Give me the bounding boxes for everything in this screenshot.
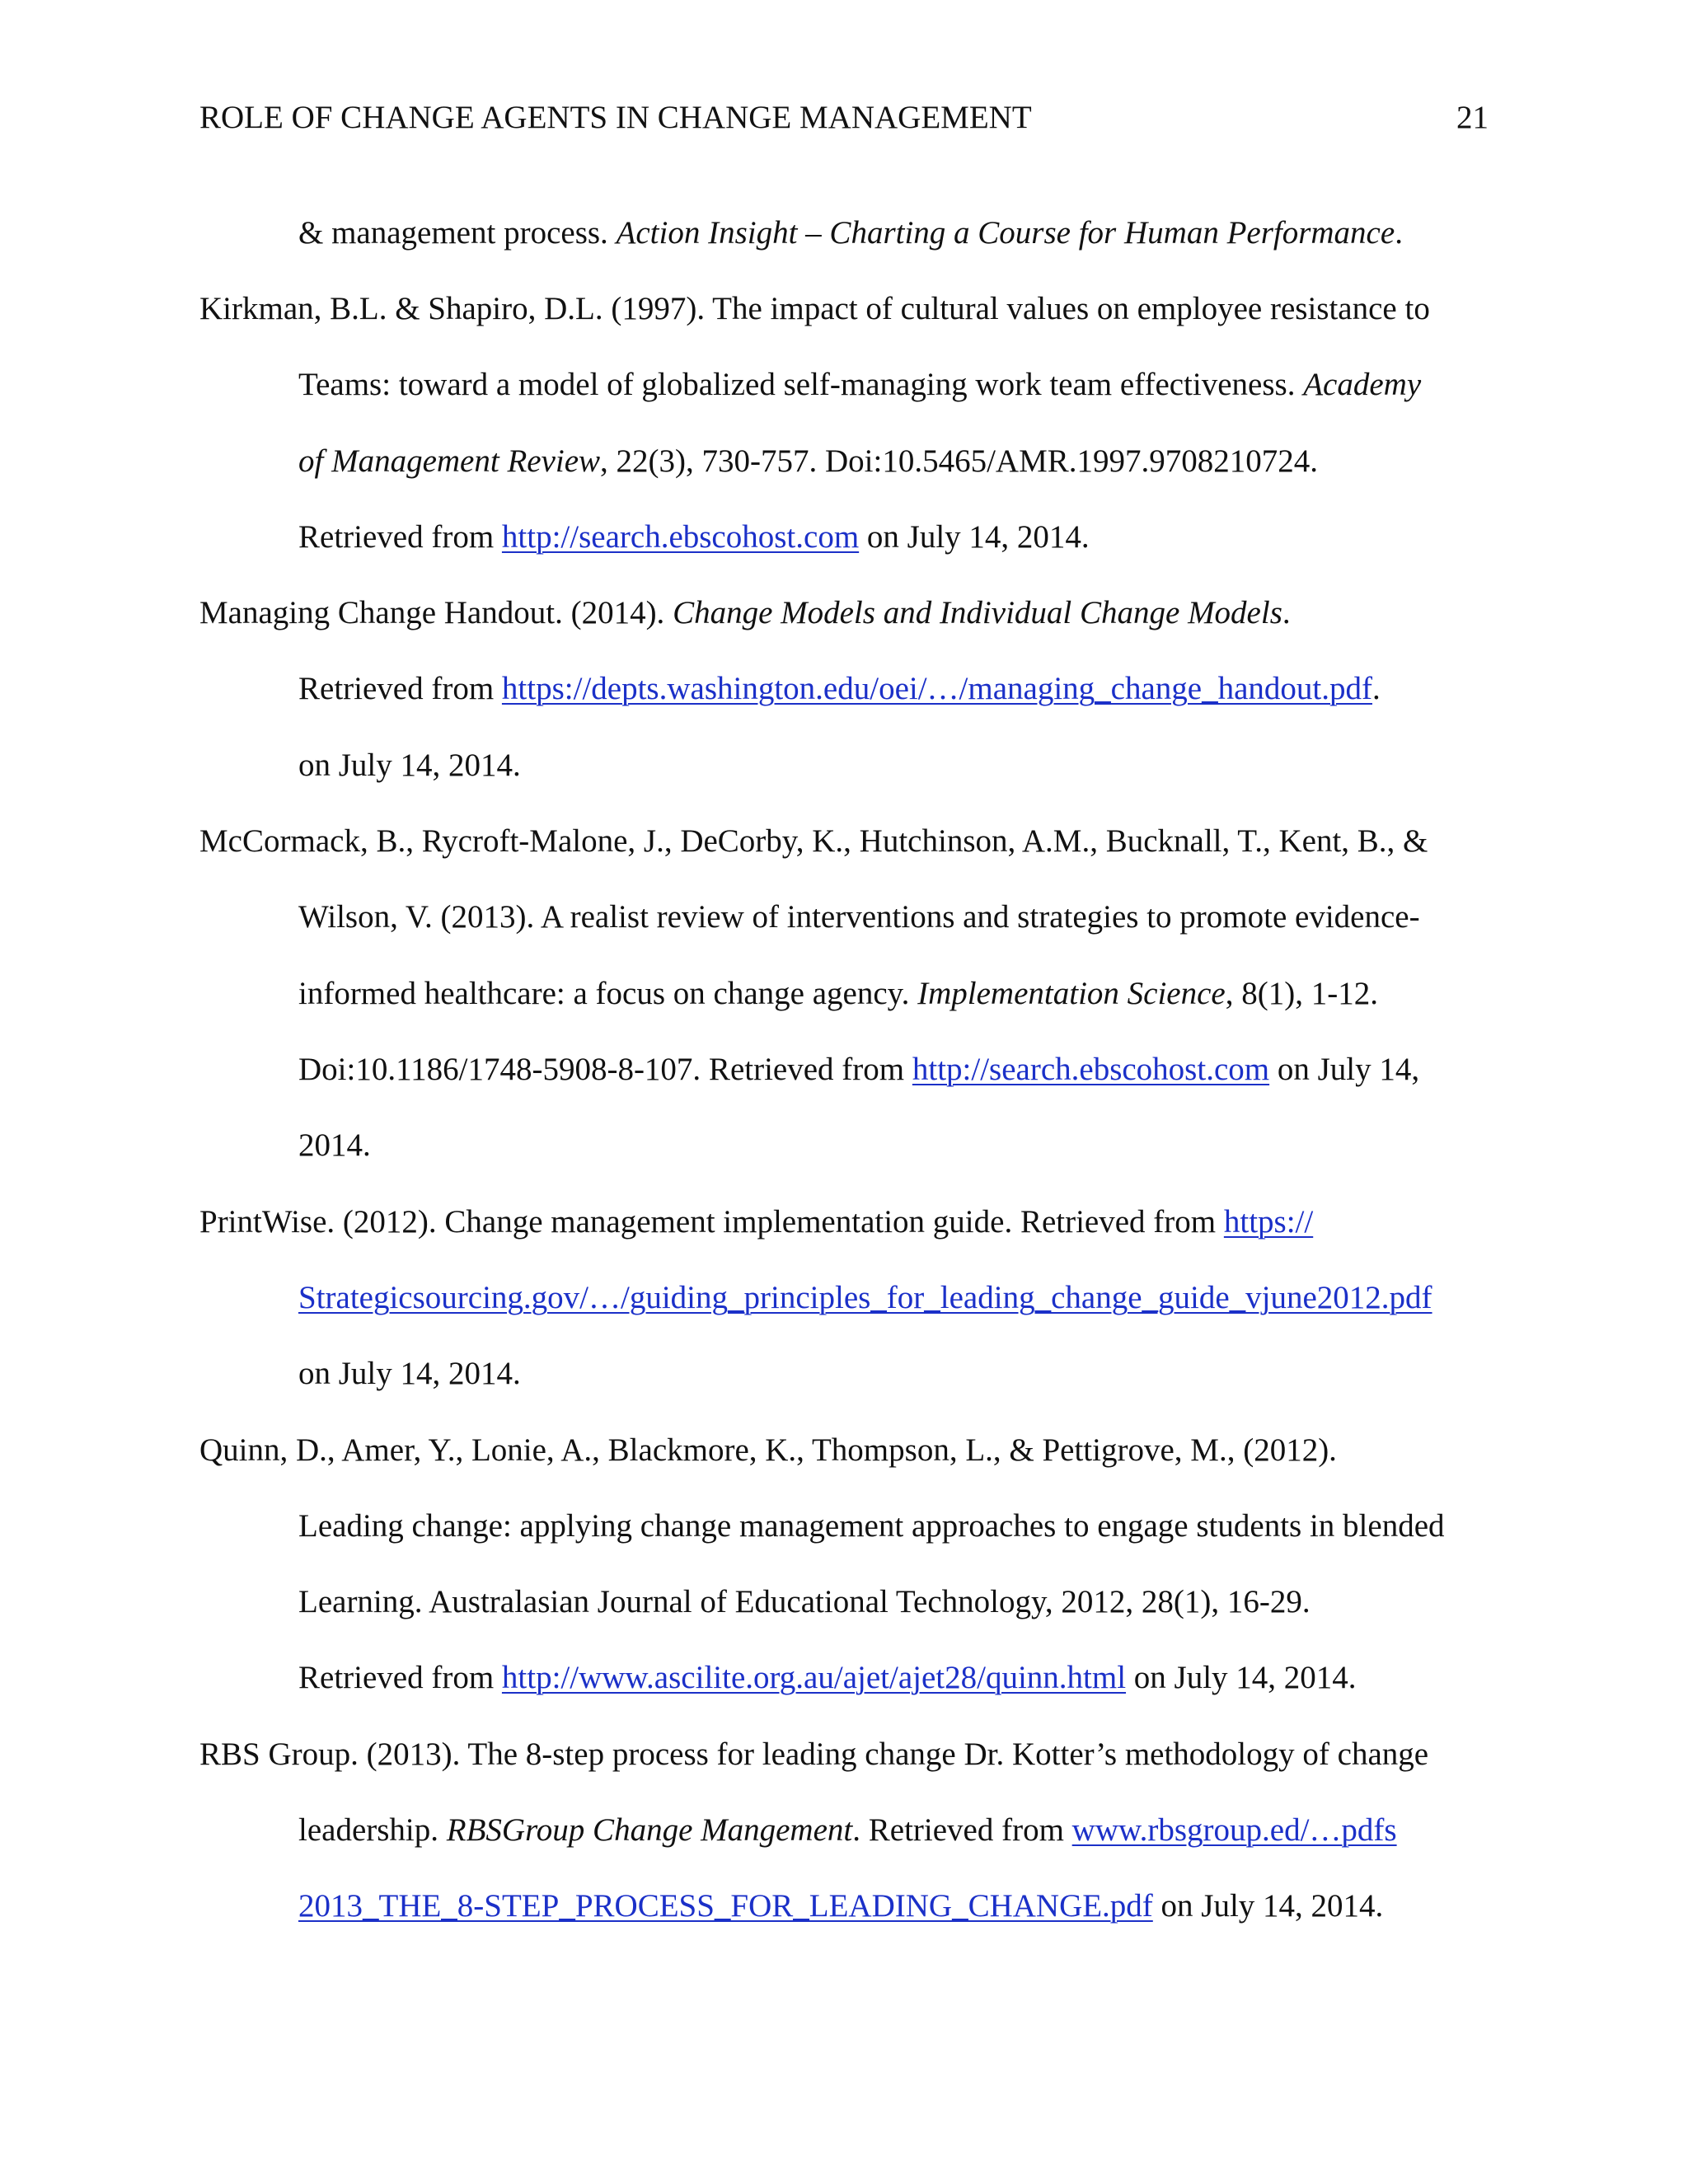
page-number: 21 [1456, 100, 1489, 135]
italic-source: RBSGroup Change Mangement [446, 1812, 853, 1848]
reference-line: Learning. Australasian Journal of Educational Technology, 2012, 28(1), 16-29. [298, 1584, 1311, 1619]
reference-line [298, 1277, 1432, 1319]
italic-source: Change Models and Individual Change Models [673, 595, 1282, 630]
reference-line: of Management Review, 22(3), 730-757. Doi:10.5465/AMR.1997.9708210724. [298, 443, 1319, 479]
reference-rbs: RBS Group. (2013). The 8-step process for leading change Dr. Kotter’s methodology of change [199, 1736, 1429, 1772]
reference-line: Wilson, V. (2013). A realist review of interventions and strategies to promote evidence- [298, 899, 1420, 935]
reference-line: Retrieved from http://search.ebscohost.com on July 14, 2014. [298, 519, 1090, 555]
rbsgroup-link-part1[interactable]: www.rbsgroup.ed/…pdfs [1071, 1812, 1397, 1848]
reference-line: informed healthcare: a focus on change agency. Implementation Science, 8(1), 1-12. [298, 976, 1378, 1011]
italic-source: Action Insight – Charting a Course for Human Performance [616, 215, 1395, 251]
reference-quinn: Quinn, D., Amer, Y., Lonie, A., Blackmore, K., Thompson, L., & Pettigrove, M., (2012). [199, 1432, 1337, 1468]
italic-source: Implementation Science [917, 976, 1226, 1011]
reference-managing-change: Managing Change Handout. (2014). Change Models and Individual Change Models. [199, 595, 1291, 630]
reference-line: Retrieved from http://www.ascilite.org.au/ajet/ajet28/quinn.html on July 14, 2014. [298, 1660, 1357, 1695]
reference-line: 2013_THE_8-STEP_PROCESS_FOR_LEADING_CHANGE.pdf on July 14, 2014. [298, 1888, 1384, 1924]
reference-line: on July 14, 2014. [298, 748, 521, 783]
ebscohost-link[interactable]: http://search.ebscohost.com [912, 1052, 1270, 1087]
ascilite-link[interactable]: http://www.ascilite.org.au/ajet/ajet28/quinn.html [501, 1660, 1127, 1695]
reference-line: Doi:10.1186/1748-5908-8-107. Retrieved from http://search.ebscohost.com on July 14, [298, 1052, 1420, 1087]
running-head: ROLE OF CHANGE AGENTS IN CHANGE MANAGEMENT [199, 100, 1032, 135]
rbsgroup-link-part2[interactable]: 2013_THE_8-STEP_PROCESS_FOR_LEADING_CHANGE.pdf [298, 1888, 1153, 1924]
ebscohost-link[interactable]: http://search.ebscohost.com [501, 519, 860, 555]
reference-line: on July 14, 2014. [298, 1356, 521, 1391]
reference-line: Teams: toward a model of globalized self-managing work team effectiveness. Academy [298, 367, 1422, 402]
reference-line: Leading change: applying change management approaches to engage students in blended [298, 1508, 1445, 1544]
reference-kirkman: Kirkman, B.L. & Shapiro, D.L. (1997). The impact of cultural values on employee resistance to [199, 291, 1430, 326]
italic-source: of Management Review [298, 443, 601, 479]
reference-line: & management process. Action Insight – Charting a Course for Human Performance. [298, 215, 1403, 251]
washington-link[interactable]: https://depts.washington.edu/oei/…/managing_change_handout.pdf [501, 671, 1372, 706]
reference-mccormack: McCormack, B., Rycroft-Malone, J., DeCorby, K., Hutchinson, A.M., Bucknall, T., Kent, B., & [199, 823, 1428, 859]
strategicsourcing-link-part1[interactable]: https:// [1223, 1204, 1314, 1240]
page-header [199, 97, 1489, 138]
reference-line: 2014. [298, 1127, 371, 1163]
strategicsourcing-link-part2[interactable]: Strategicsourcing.gov/…/guiding_principles_for_leading_change_guide_vjune2012.pdf [298, 1280, 1432, 1315]
reference-printwise: PrintWise. (2012). Change management implementation guide. Retrieved from https:// [199, 1204, 1314, 1240]
italic-source: Academy [1303, 367, 1422, 402]
reference-line: leadership. RBSGroup Change Mangement. Retrieved from www.rbsgroup.ed/…pdfs [298, 1812, 1397, 1848]
reference-line: Retrieved from https://depts.washington.edu/oei/…/managing_change_handout.pdf. [298, 671, 1381, 706]
